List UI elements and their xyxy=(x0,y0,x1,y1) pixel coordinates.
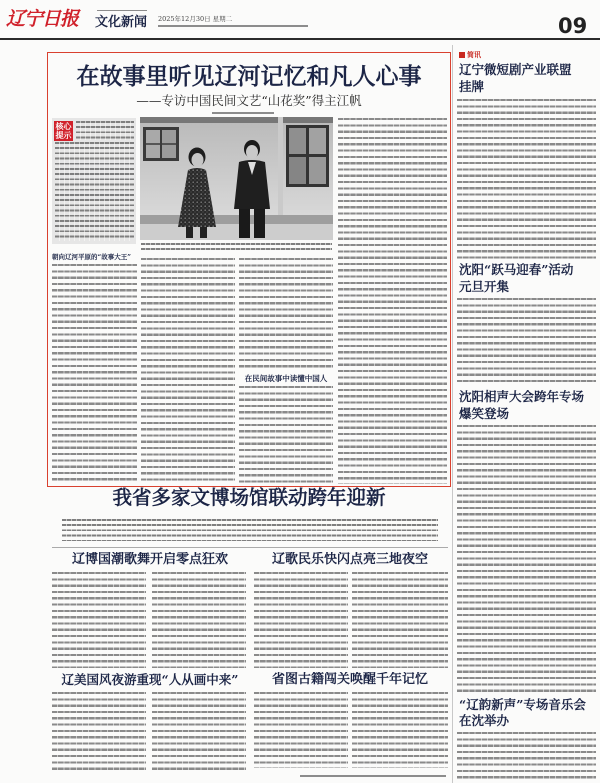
photo-credit-line xyxy=(300,775,446,777)
feature-body-column xyxy=(52,264,137,484)
brief-body xyxy=(457,425,596,693)
section-romanization-line xyxy=(97,10,147,11)
briefs-tag-label: 简讯 xyxy=(467,51,481,59)
portrait-photo-illustration xyxy=(140,117,333,240)
briefs-tag-marker xyxy=(459,52,465,58)
story-title: 省图古籍闯关唤醒千年记忆 xyxy=(271,672,428,687)
story-title: 辽歌民乐快闪点亮三地夜空 xyxy=(271,552,428,567)
feature-subhead: 朝向辽河平原的“故事大王” xyxy=(52,253,131,261)
column-divider xyxy=(452,45,453,783)
feature-body-column xyxy=(338,118,447,484)
key-summary-text xyxy=(55,142,134,241)
feature-body-column xyxy=(141,258,235,484)
story-body-column xyxy=(352,572,448,668)
brief-title: 爆笑登场 xyxy=(459,406,510,421)
feature-body-column xyxy=(239,258,333,371)
feature-byline xyxy=(212,112,274,114)
feature-subtitle: ——专访中国民间文艺“山花奖”得主江帆 xyxy=(136,93,362,108)
brief-title: “辽韵新声”专场音乐会 xyxy=(459,697,586,712)
key-summary-tag: 核心提示 xyxy=(55,122,72,140)
special-headline: 我省多家文博场馆联动跨年迎新 xyxy=(112,486,386,509)
feature-subhead: 在民间故事中读懂中国人 xyxy=(244,374,328,383)
feature-title: 在故事里听见辽河记忆和凡人心事 xyxy=(76,63,422,90)
masthead-rule xyxy=(0,38,600,40)
brief-title: 挂牌 xyxy=(459,79,485,94)
page-number: 09 xyxy=(558,14,588,38)
story-body-column xyxy=(254,572,348,668)
editor-credits-line xyxy=(158,25,308,27)
feature-body-column xyxy=(239,386,333,484)
photo-caption xyxy=(141,243,332,252)
issue-date: 2025年12月30日 星期二 xyxy=(158,15,233,23)
brief-title: 沈阳“跃马迎春”活动 xyxy=(459,262,574,277)
story-body-column xyxy=(352,692,448,768)
section-title: 文化新闻 xyxy=(95,15,148,30)
briefs-tag xyxy=(459,51,481,60)
story-body-column xyxy=(254,692,348,768)
brief-title: 辽宁微短剧产业联盟 xyxy=(459,62,572,77)
brief-body xyxy=(457,732,596,780)
brief-body xyxy=(457,298,596,386)
feature-photo xyxy=(140,117,333,240)
key-summary-text xyxy=(76,121,134,140)
story-body-column xyxy=(52,692,146,770)
story-title: 辽美国风夜游重现“人从画中来” xyxy=(61,672,239,687)
story-body-column xyxy=(52,572,146,668)
special-rule xyxy=(52,547,448,548)
brief-title: 在沈举办 xyxy=(459,713,510,728)
story-body-column xyxy=(152,692,246,770)
masthead-logo: 辽宁日报 xyxy=(6,8,79,30)
brief-title: 元旦开集 xyxy=(459,279,510,294)
special-lead-paragraph xyxy=(62,519,438,541)
brief-title: 沈阳相声大会跨年专场 xyxy=(459,389,585,404)
story-body-column xyxy=(152,572,246,668)
story-title: 辽博国潮歌舞开启零点狂欢 xyxy=(71,552,228,567)
brief-body xyxy=(457,99,596,259)
